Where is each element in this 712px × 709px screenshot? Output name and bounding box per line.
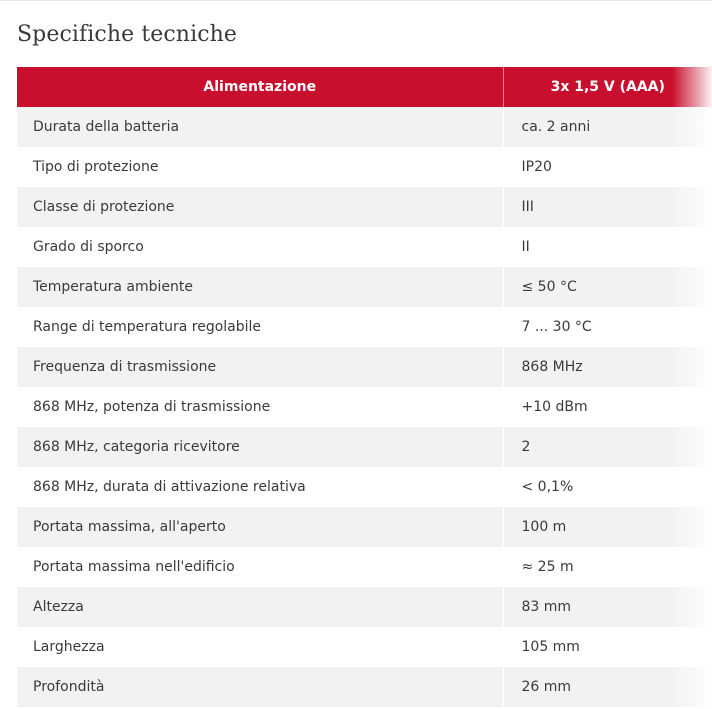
spec-label: Range di temperatura regolabile	[17, 307, 503, 347]
table-row	[17, 507, 712, 547]
table-row	[17, 147, 712, 187]
specs-table	[17, 67, 712, 707]
spec-label: Frequenza di trasmissione	[17, 347, 503, 387]
table-row	[17, 547, 712, 587]
table-row	[17, 307, 712, 347]
table-row	[17, 227, 712, 267]
table-row	[17, 427, 712, 467]
spec-label: Portata massima, all'aperto	[17, 507, 503, 547]
spec-value: 7 ... 30 °C	[503, 307, 712, 347]
spec-value: 2	[503, 427, 712, 467]
spec-label: 868 MHz, potenza di trasmissione	[17, 387, 503, 427]
specs-table-container[interactable]	[17, 67, 712, 709]
spec-value: < 0,1%	[503, 467, 712, 507]
spec-label: Portata massima nell'edificio	[17, 547, 503, 587]
table-row	[17, 587, 712, 627]
spec-label: Tipo di protezione	[17, 147, 503, 187]
spec-label: Larghezza	[17, 627, 503, 667]
spec-label: Profondità	[17, 667, 503, 707]
spec-value: ≈ 25 m	[503, 547, 712, 587]
header-value: 3x 1,5 V (AAA)	[503, 67, 712, 107]
spec-label: 868 MHz, categoria ricevitore	[17, 427, 503, 467]
table-row	[17, 667, 712, 707]
table-header-row	[17, 67, 712, 107]
header-label: Alimentazione	[17, 67, 503, 107]
spec-label: 868 MHz, durata di attivazione relativa	[17, 467, 503, 507]
spec-label: Classe di protezione	[17, 187, 503, 227]
spec-label: Temperatura ambiente	[17, 267, 503, 307]
spec-label: Durata della batteria	[17, 107, 503, 147]
spec-value: III	[503, 187, 712, 227]
spec-value: 26 mm	[503, 667, 712, 707]
table-row	[17, 467, 712, 507]
table-row	[17, 387, 712, 427]
spec-value: ≤ 50 °C	[503, 267, 712, 307]
table-row	[17, 267, 712, 307]
table-row	[17, 187, 712, 227]
spec-value: 83 mm	[503, 587, 712, 627]
table-row	[17, 107, 712, 147]
spec-value: 105 mm	[503, 627, 712, 667]
spec-label: Grado di sporco	[17, 227, 503, 267]
spec-value: IP20	[503, 147, 712, 187]
top-divider	[0, 0, 712, 3]
table-row	[17, 627, 712, 667]
page-title: Specifiche tecniche	[17, 22, 238, 47]
spec-value: +10 dBm	[503, 387, 712, 427]
spec-value: 100 m	[503, 507, 712, 547]
spec-label: Altezza	[17, 587, 503, 627]
spec-value: ca. 2 anni	[503, 107, 712, 147]
table-row	[17, 347, 712, 387]
spec-value: II	[503, 227, 712, 267]
spec-value: 868 MHz	[503, 347, 712, 387]
